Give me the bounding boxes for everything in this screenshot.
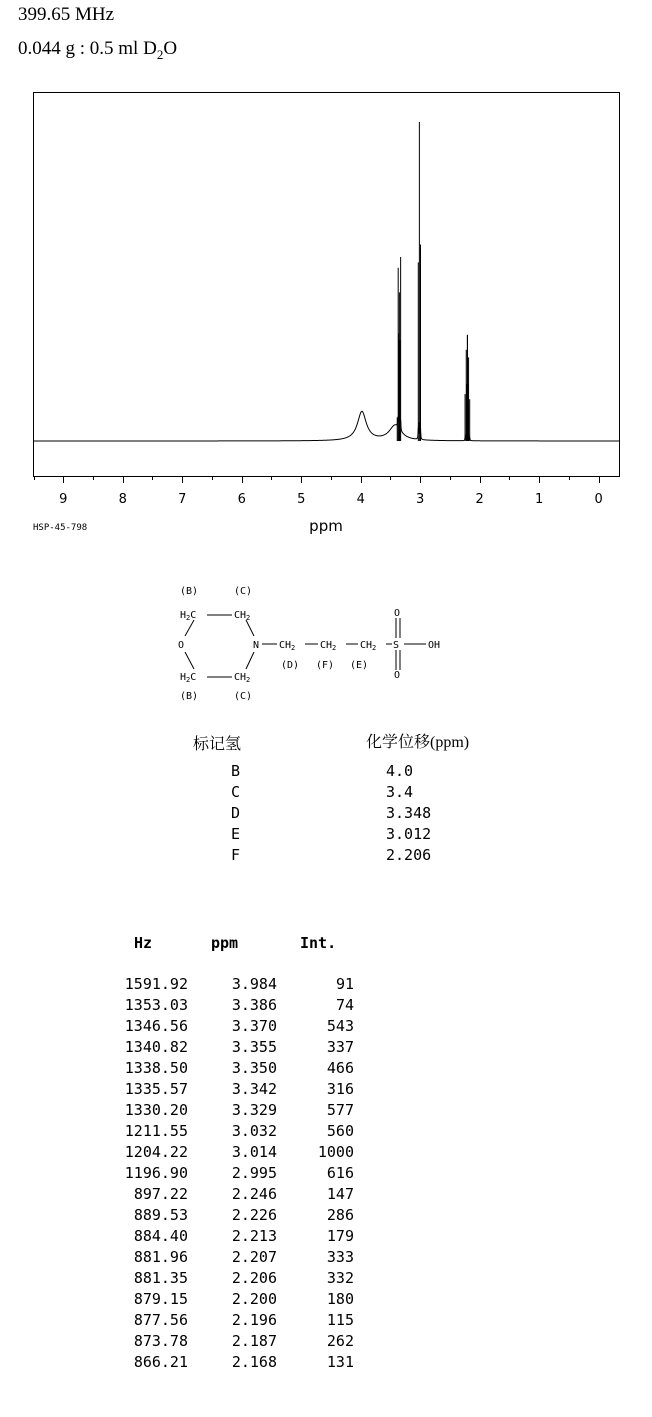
peak-int: 131 [326,1353,354,1371]
peak-hz: 884.40 [133,1227,188,1245]
peak-int: 286 [326,1206,354,1224]
label-bottom-c: (C) [234,691,253,702]
peak-ppm: 2.995 [231,1164,277,1182]
frequency-label: 399.65 MHz [18,4,115,25]
peak-int: 180 [326,1290,354,1308]
atom-ch2-d: $CH_2$ [279,640,296,652]
x-tick-label: 2 [475,492,484,507]
peak-ppm: 2.196 [231,1311,277,1329]
assignment-header-label: 标记氢 [193,736,242,753]
peak-int: 466 [326,1059,354,1077]
peak-ppm: 2.200 [231,1290,277,1308]
assignment-label: D [231,804,241,822]
peak-ppm: 3.014 [231,1143,277,1161]
spectrum-id: HSP-45-798 [33,523,88,533]
label-d: (D) [281,660,300,671]
peak-ppm: 3.329 [231,1101,277,1119]
label-e: (E) [350,660,369,671]
nmr-spectrum-chart [0,0,652,545]
peak-hz: 1591.92 [124,975,188,993]
peak-int: 147 [326,1185,354,1203]
peak-ppm: 2.207 [231,1248,277,1266]
assignment-label: B [231,762,241,780]
peak-int: 74 [335,996,354,1014]
atom-oxygen-bottom: O [394,670,401,681]
atom-ch2-bottom: $CH_2$ [234,672,251,684]
x-tick-label: 6 [237,492,246,507]
atom-sulfur: S [393,640,400,651]
peak-ppm: 3.032 [231,1122,277,1140]
assignment-shift: 2.206 [386,846,432,864]
peak-ppm: 2.226 [231,1206,277,1224]
peak-ppm: 3.355 [231,1038,277,1056]
peak-int: 543 [326,1017,354,1035]
peak-hz: 881.35 [133,1269,188,1287]
peak-int: 91 [335,975,354,993]
x-tick-label: 3 [416,492,425,507]
peak-hz: 873.78 [133,1332,188,1350]
assignment-label: E [231,825,241,843]
peak-hz: 881.96 [133,1248,188,1266]
x-tick-label: 7 [178,492,187,507]
atom-ring-oxygen: O [178,640,185,651]
peak-int: 316 [326,1080,354,1098]
peak-int: 333 [326,1248,354,1266]
peak-hz: 1335.57 [124,1080,188,1098]
atom-h2c-top: $H_2C$ [180,610,197,622]
sample-suffix: O [163,38,178,59]
peak-hz: 1196.90 [124,1164,188,1182]
x-tick-label: 8 [118,492,127,507]
spectrum-trace [34,411,620,441]
atom-oxygen-top: O [394,608,401,619]
atom-ch2-top: $CH_2$ [234,610,251,622]
x-axis-title: ppm [309,517,343,535]
peak-int: 179 [326,1227,354,1245]
atom-nitrogen: N [253,640,260,651]
peak-hz: 889.53 [133,1206,188,1224]
sample-prefix: 0.044 g : 0.5 ml D [18,38,157,59]
peak-hz: 879.15 [133,1290,188,1308]
peak-ppm: 3.370 [231,1017,277,1035]
peak-hz: 1346.56 [124,1017,188,1035]
peak-hz: 1211.55 [124,1122,188,1140]
label-top-b: (B) [180,586,199,597]
peak-ppm: 2.213 [231,1227,277,1245]
atom-ch2-f: $CH_2$ [320,640,337,652]
peak-int: 577 [326,1101,354,1119]
atom-ch2-e: $CH_2$ [360,640,377,652]
peak-hz: 1330.20 [124,1101,188,1119]
peak-hz: 1204.22 [124,1143,188,1161]
assignment-label: F [231,846,241,864]
spectrum-peaks [397,122,469,441]
peak-int: 560 [326,1122,354,1140]
peak-header-hz: Hz [134,934,153,952]
peak-ppm: 3.984 [231,975,277,993]
peak-ppm: 3.386 [231,996,277,1014]
peak-header-int: Int. [300,934,337,952]
peak-hz: 877.56 [133,1311,188,1329]
assignment-shift: 3.012 [386,825,432,843]
label-top-c: (C) [234,586,253,597]
x-tick-label: 4 [356,492,365,507]
peak-int: 262 [326,1332,354,1350]
peak-int: 337 [326,1038,354,1056]
peak-int: 1000 [317,1143,354,1161]
x-tick-label: 1 [535,492,544,507]
peak-int: 332 [326,1269,354,1287]
x-axis-tick-labels [59,492,603,507]
peak-ppm: 2.206 [231,1269,277,1287]
peak-ppm: 2.246 [231,1185,277,1203]
peak-ppm: 3.350 [231,1059,277,1077]
label-bottom-b: (B) [180,691,199,702]
assignment-header-shift: 化学位移(ppm) [366,734,470,751]
assignment-shift: 3.4 [386,783,414,801]
x-tick-label: 5 [297,492,306,507]
peak-header-ppm: ppm [211,934,239,952]
peak-ppm: 3.342 [231,1080,277,1098]
sample-subscript: 2 [156,47,164,62]
peak-hz: 897.22 [133,1185,188,1203]
assignment-shift: 4.0 [386,762,414,780]
plot-frame [34,93,620,477]
peak-hz: 1353.03 [124,996,188,1014]
assignment-shift: 3.348 [386,804,432,822]
peak-hz: 866.21 [133,1353,188,1371]
peak-int: 115 [326,1311,354,1329]
structure-bonds [185,615,426,677]
peak-hz: 1338.50 [124,1059,188,1077]
x-axis-ticks [35,477,600,484]
peak-ppm: 2.168 [231,1353,277,1371]
x-tick-label: 9 [59,492,68,507]
x-tick-label: 0 [594,492,603,507]
atom-hydroxyl: OH [428,640,441,651]
assignment-label: C [231,783,241,801]
peak-int: 616 [326,1164,354,1182]
label-f: (F) [316,660,335,671]
peak-hz: 1340.82 [124,1038,188,1056]
peak-ppm: 2.187 [231,1332,277,1350]
atom-h2c-bottom: $H_2C$ [180,672,197,684]
